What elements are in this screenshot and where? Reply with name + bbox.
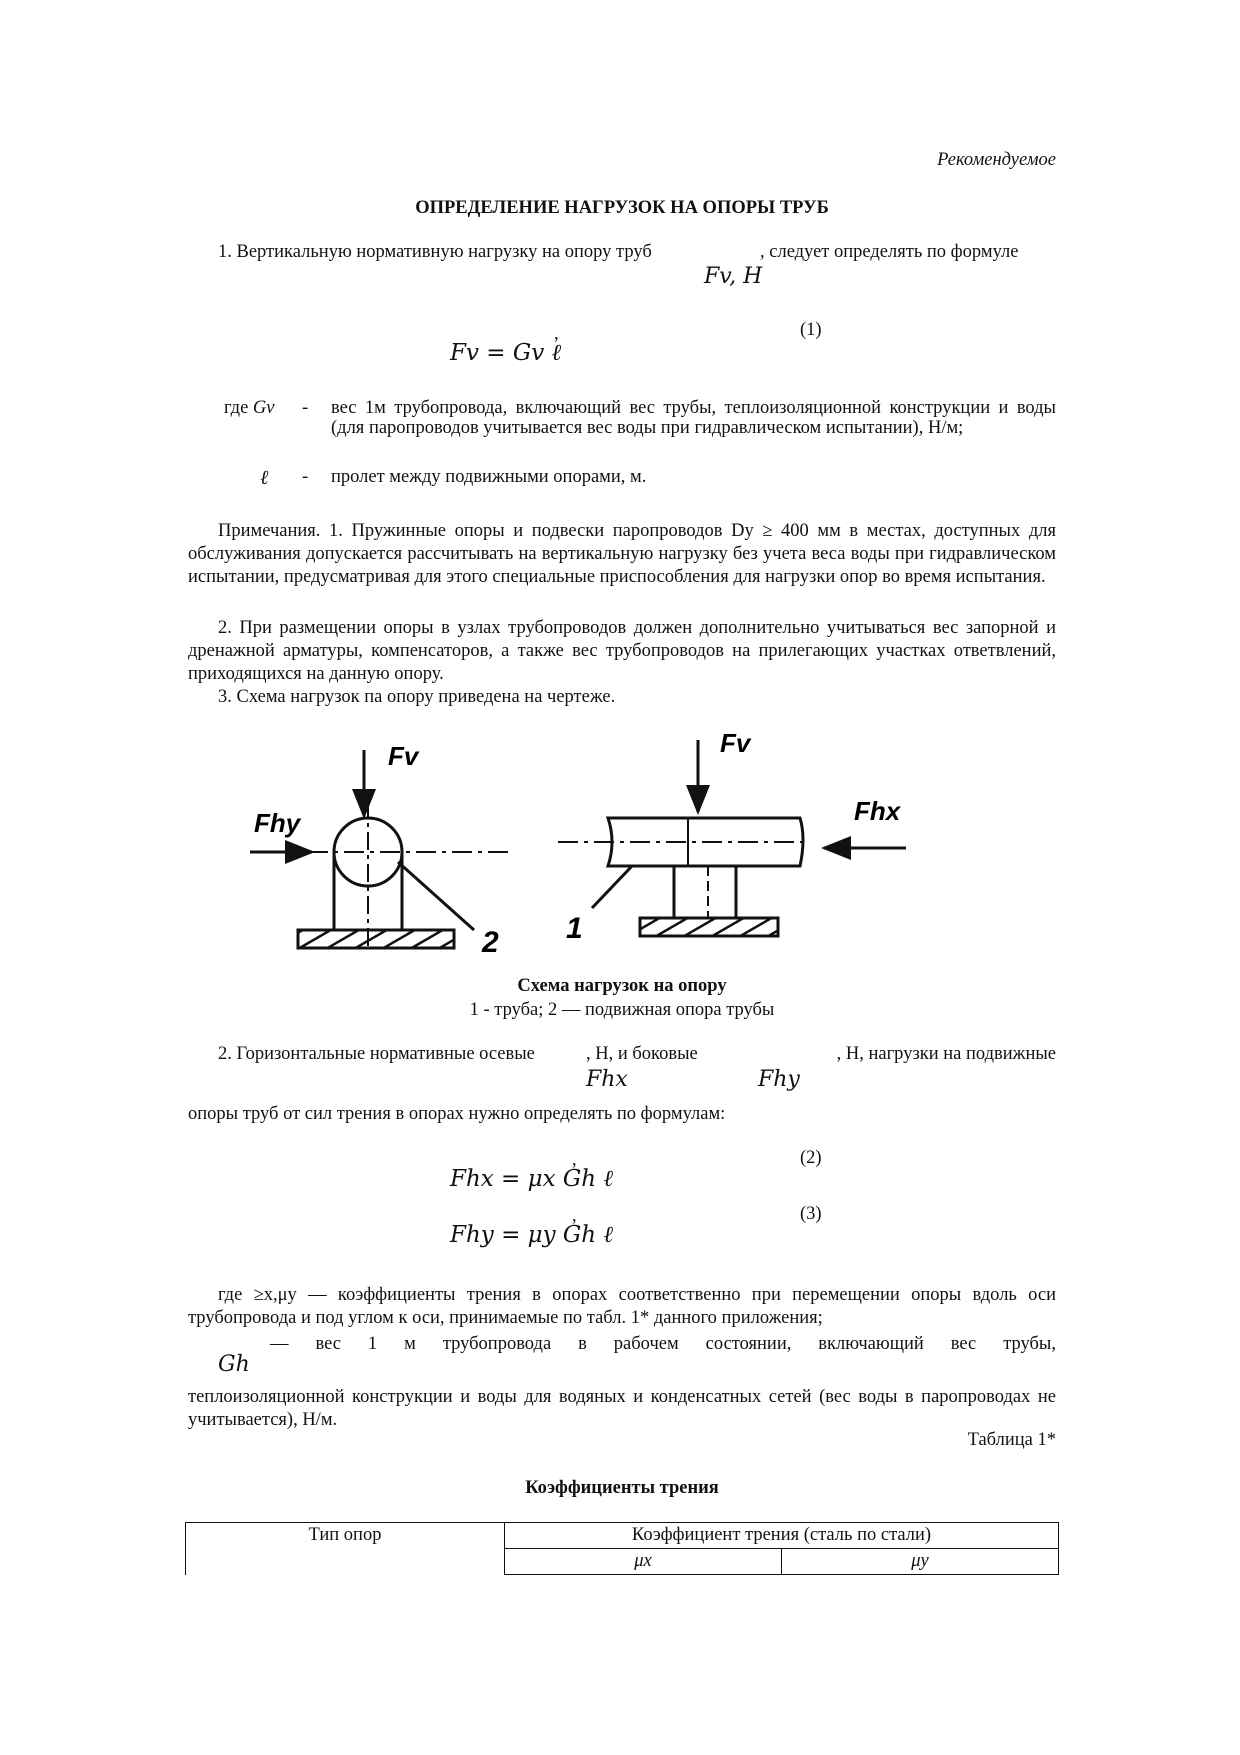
- figure-caption-title: Схема нагрузок на опору: [517, 976, 727, 996]
- right-drawing: [558, 728, 906, 945]
- fv-symbol: Fv, Н: [704, 264, 763, 289]
- fhx-symbol: Fhx: [586, 1067, 628, 1092]
- support-base-left: [298, 930, 454, 948]
- figure-caption-text: 1 - труба; 2 — подвижная опора трубы: [469, 1000, 775, 1020]
- formula-2-comma: ,: [572, 1150, 577, 1170]
- section2-text-d: опоры труб от сил трения в опорах нужно определять по формулам:: [188, 1104, 726, 1124]
- section2-text-a: 2. Горизонтальные нормативные осевые: [218, 1044, 535, 1064]
- section2-text-b: , Н, и боковые: [586, 1044, 698, 1064]
- gv-description: вес 1м трубопровода, включающий вес трубы, теплоизоляционной конструкции и воды (для паропроводов учитывается вес воды при гидравлическом испытании), Н/м;: [331, 398, 1056, 438]
- table-header-type: Тип опор: [186, 1523, 505, 1575]
- fv-label-left: Fv: [388, 741, 419, 771]
- table-header-coef: Коэффициент трения (сталь по стали): [505, 1523, 1059, 1549]
- l-symbol: ℓ: [260, 465, 269, 489]
- section1-text-before: 1. Вертикальную нормативную нагрузку на опору труб: [218, 242, 652, 262]
- eq-number-2: (2): [800, 1148, 822, 1168]
- gh-symbol: Gh: [218, 1352, 250, 1377]
- page-title: ОПРЕДЕЛЕНИЕ НАГРУЗОК НА ОПОРЫ ТРУБ: [415, 198, 829, 218]
- eq-number-3: (3): [800, 1204, 822, 1224]
- gh-definition-a: — вес 1 м трубопровода в рабочем состоянии, включающий вес трубы,: [270, 1334, 1056, 1354]
- fhy-symbol: Fhy: [758, 1067, 800, 1092]
- l-description: пролет между подвижными опорами, м.: [331, 467, 647, 487]
- section1-text-after: , следует определять по формуле: [760, 242, 1019, 262]
- recommended-label: Рекомендуемое: [937, 150, 1056, 170]
- formula-3-comma: ,: [572, 1206, 577, 1226]
- where-label: где: [224, 398, 249, 418]
- support-base-right: [640, 918, 778, 936]
- document-page: [188, 0, 1056, 1755]
- note-3: 3. Схема нагрузок па опору приведена на чертеже.: [218, 687, 616, 707]
- fhy-label: Fhy: [254, 808, 301, 838]
- gv-symbol: Gv: [252, 398, 275, 418]
- formula-2: Fhx = μx Gh ℓ: [450, 1166, 613, 1192]
- table-title: Коэффициенты трения: [525, 1478, 719, 1498]
- table-header-mu-y: μy: [782, 1549, 1059, 1575]
- formula-1: Fv = Gv ℓ: [450, 340, 562, 366]
- note-2: 2. При размещении опоры в узлах трубопроводов должен дополнительно учитываться вес запорной и дренажной арматуры, компенсаторов, а также вес трубопроводов на прилегающих участках ответвлений, приходящихся на данную опору.: [188, 618, 1056, 684]
- left-drawing: [250, 741, 508, 959]
- mu-definition: где ≥x,μy — коэффициенты трения в опорах соответственно при перемещении опоры вдоль оси трубопровода и под углом к оси, принимаемые по табл. 1* данного приложения;: [188, 1285, 1056, 1328]
- eq-number-1: (1): [800, 320, 822, 340]
- friction-table: [185, 1522, 1059, 1575]
- leader-1: [592, 866, 632, 908]
- table-label: Таблица 1*: [967, 1430, 1056, 1450]
- gh-definition-b: теплоизоляционной конструкции и воды для водяных и конденсатных сетей (вес воды в паропроводах не учитывается), Н/м.: [188, 1387, 1056, 1430]
- dash-2: -: [302, 467, 309, 487]
- label-1: 1: [566, 912, 583, 945]
- dash-1: -: [302, 398, 309, 418]
- leader-2: [398, 862, 474, 930]
- section2-text-c: , Н, нагрузки на подвижные: [836, 1044, 1056, 1064]
- formula-3: Fhy = μy Gh ℓ: [450, 1222, 613, 1248]
- fv-label-right: Fv: [720, 728, 751, 758]
- definitions-block: [224, 398, 275, 419]
- table-header-mu-x: μx: [505, 1549, 782, 1575]
- note-1: Примечания. 1. Пружинные опоры и подвески паропроводов Dy ≥ 400 мм в местах, доступных для обслуживания допускается рассчитывать на вертикальную нагрузку без учета веса воды при гидравлическом испытании, предусматривая для этого специальные приспособления для нагрузки опор во время испытания.: [188, 521, 1056, 587]
- label-2: 2: [482, 926, 499, 959]
- load-scheme-figure: [188, 720, 1056, 960]
- fhx-label: Fhx: [854, 796, 901, 826]
- formula-1-comma: ,: [554, 324, 559, 344]
